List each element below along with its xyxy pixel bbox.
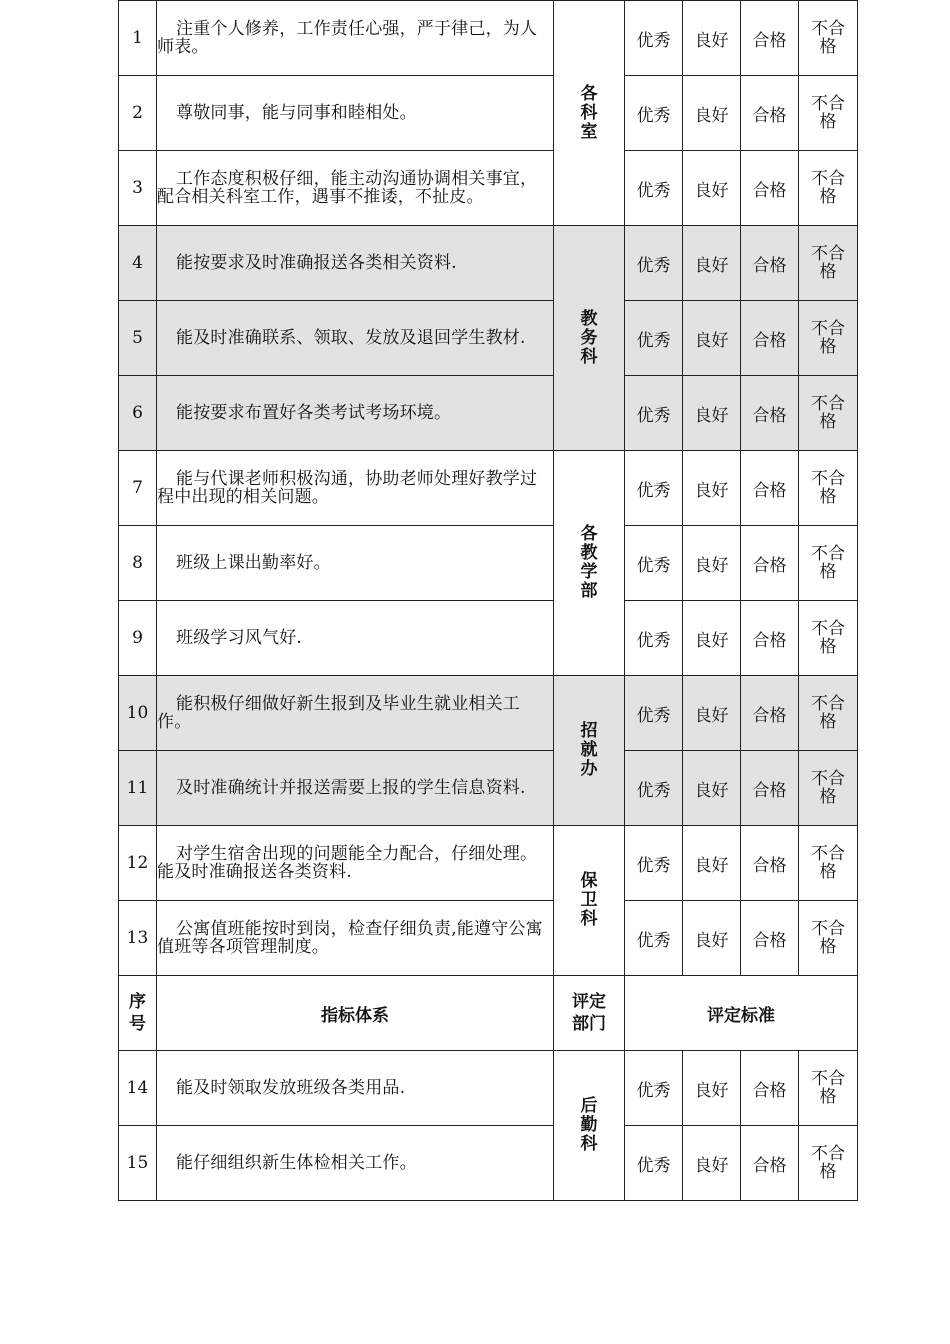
grade-option [625, 751, 683, 826]
grade-label: 合格 [752, 1155, 787, 1176]
grade-label: 良好 [694, 480, 729, 501]
table-row [119, 151, 858, 226]
grade-option [625, 676, 683, 751]
grade-label: 良好 [694, 855, 729, 876]
grade-option [683, 151, 741, 226]
grade-label: 良好 [694, 105, 729, 126]
grade-label: 不合格 [811, 843, 845, 882]
department-name: 各教学部 [580, 524, 598, 601]
grade-label: 良好 [694, 555, 729, 576]
grade-option [741, 901, 799, 976]
header-indicator: 指标体系 [157, 976, 554, 1051]
header-standard: 评定标准 [625, 976, 858, 1051]
grade-option [683, 751, 741, 826]
grade-option [799, 601, 858, 676]
grade-option [741, 526, 799, 601]
table-row [119, 376, 858, 451]
grade-option [799, 1126, 858, 1201]
grade-option [799, 301, 858, 376]
indicator-text-cell [157, 151, 554, 226]
grade-label: 优秀 [636, 930, 671, 951]
grade-label: 良好 [694, 405, 729, 426]
department-cell [554, 1, 625, 226]
evaluation-table [118, 0, 858, 1201]
indicator-text-cell [157, 1126, 554, 1201]
indicator-text-cell [157, 601, 554, 676]
grade-option [683, 1126, 741, 1201]
grade-option [799, 151, 858, 226]
grade-label: 合格 [752, 255, 787, 276]
department-cell [554, 451, 625, 676]
grade-option [625, 301, 683, 376]
grade-option [683, 376, 741, 451]
grade-label: 优秀 [636, 1155, 671, 1176]
row-number: 6 [119, 376, 157, 451]
indicator-text: 能及时准确联系、领取、发放及退回学生教材. [176, 328, 526, 348]
grade-option [625, 601, 683, 676]
grade-label: 良好 [694, 330, 729, 351]
grade-option [741, 76, 799, 151]
grade-label: 优秀 [636, 105, 671, 126]
grade-option [741, 1126, 799, 1201]
grade-label: 合格 [752, 105, 787, 126]
grade-label: 不合格 [811, 318, 845, 357]
grade-option [625, 1126, 683, 1201]
grade-option [683, 76, 741, 151]
grade-option [625, 376, 683, 451]
row-number: 5 [119, 301, 157, 376]
grade-option [683, 901, 741, 976]
header-dept-label: 评定部门 [572, 992, 606, 1034]
grade-option [741, 751, 799, 826]
department-cell [554, 676, 625, 826]
grade-option [741, 601, 799, 676]
row-number: 7 [119, 451, 157, 526]
grade-option [625, 526, 683, 601]
grade-option [741, 826, 799, 901]
grade-option [625, 151, 683, 226]
grade-label: 不合格 [811, 1143, 845, 1182]
indicator-text-cell [157, 901, 554, 976]
grade-label: 合格 [752, 180, 787, 201]
grade-label: 优秀 [636, 630, 671, 651]
grade-option [741, 451, 799, 526]
indicator-text-cell [157, 826, 554, 901]
grade-label: 良好 [694, 930, 729, 951]
table-row [119, 676, 858, 751]
grade-label: 不合格 [811, 543, 845, 582]
grade-label: 合格 [752, 480, 787, 501]
grade-label: 不合格 [811, 468, 845, 507]
grade-label: 不合格 [811, 918, 845, 957]
grade-option [799, 901, 858, 976]
grade-label: 不合格 [811, 18, 845, 57]
grade-option [741, 1051, 799, 1126]
department-name: 保卫科 [580, 871, 598, 929]
grade-label: 良好 [694, 255, 729, 276]
row-number: 2 [119, 76, 157, 151]
grade-label: 不合格 [811, 168, 845, 207]
grade-label: 优秀 [636, 855, 671, 876]
grade-option [799, 826, 858, 901]
grade-option [799, 76, 858, 151]
grade-option [799, 1051, 858, 1126]
row-number: 1 [119, 1, 157, 76]
grade-label: 优秀 [636, 30, 671, 51]
indicator-text-cell [157, 376, 554, 451]
grade-label: 合格 [752, 330, 787, 351]
grade-option [683, 1, 741, 76]
row-number: 3 [119, 151, 157, 226]
grade-label: 不合格 [811, 693, 845, 732]
table-header-row [119, 976, 858, 1051]
grade-option [625, 76, 683, 151]
grade-option [683, 451, 741, 526]
department-cell [554, 226, 625, 451]
grade-label: 不合格 [811, 1068, 845, 1107]
grade-label: 优秀 [636, 1080, 671, 1101]
indicator-text: 及时准确统计并报送需要上报的学生信息资料. [176, 778, 526, 798]
row-number: 11 [119, 751, 157, 826]
grade-label: 合格 [752, 555, 787, 576]
indicator-text-cell [157, 451, 554, 526]
department-cell [554, 826, 625, 976]
indicator-text: 能按要求及时准确报送各类相关资料. [176, 253, 457, 273]
grade-label: 合格 [752, 30, 787, 51]
table-row [119, 901, 858, 976]
row-number: 9 [119, 601, 157, 676]
grade-option [683, 526, 741, 601]
indicator-text-cell [157, 301, 554, 376]
indicator-text: 能仔细组织新生体检相关工作。 [176, 1153, 417, 1173]
grade-label: 良好 [694, 705, 729, 726]
department-name: 教务科 [580, 308, 598, 367]
grade-option [799, 1, 858, 76]
row-number: 13 [119, 901, 157, 976]
row-number: 4 [119, 226, 157, 301]
table-row [119, 1126, 858, 1201]
grade-label: 合格 [752, 405, 787, 426]
grade-label: 合格 [752, 705, 787, 726]
grade-option [625, 226, 683, 301]
indicator-text: 对学生宿舍出现的问题能全力配合，仔细处理。能及时准确报送各类资料. [157, 844, 538, 882]
grade-option [799, 676, 858, 751]
grade-label: 合格 [752, 780, 787, 801]
grade-label: 合格 [752, 630, 787, 651]
grade-option [625, 826, 683, 901]
grade-label: 优秀 [636, 555, 671, 576]
indicator-text-cell [157, 526, 554, 601]
indicator-text-cell [157, 1051, 554, 1126]
indicator-text: 能积极仔细做好新生报到及毕业生就业相关工作。 [157, 694, 520, 732]
row-number: 8 [119, 526, 157, 601]
grade-label: 优秀 [636, 255, 671, 276]
department-name: 后勤科 [580, 1096, 598, 1154]
table-row [119, 751, 858, 826]
grade-label: 不合格 [811, 243, 845, 282]
grade-option [625, 451, 683, 526]
indicator-text: 尊敬同事，能与同事和睦相处。 [176, 103, 417, 123]
indicator-text-cell [157, 1, 554, 76]
grade-label: 合格 [752, 855, 787, 876]
table-row [119, 601, 858, 676]
indicator-text: 能与代课老师积极沟通，协助老师处理好教学过程中出现的相关问题。 [157, 469, 538, 507]
department-cell [554, 1051, 625, 1201]
grade-label: 合格 [752, 930, 787, 951]
grade-option [683, 226, 741, 301]
header-dept [554, 976, 625, 1051]
grade-label: 优秀 [636, 705, 671, 726]
grade-label: 不合格 [811, 93, 845, 132]
department-name: 招就办 [580, 721, 598, 779]
grade-label: 优秀 [636, 405, 671, 426]
indicator-text: 注重个人修养，工作责任心强，严于律己，为人师表。 [157, 19, 538, 57]
grade-option [683, 301, 741, 376]
header-seq-label: 序号 [129, 992, 146, 1034]
grade-label: 优秀 [636, 180, 671, 201]
row-number: 14 [119, 1051, 157, 1126]
indicator-text: 班级学习风气好. [176, 628, 303, 648]
table-row [119, 826, 858, 901]
grade-label: 良好 [694, 30, 729, 51]
grade-label: 优秀 [636, 780, 671, 801]
grade-option [741, 376, 799, 451]
indicator-text-cell [157, 676, 554, 751]
grade-label: 良好 [694, 1155, 729, 1176]
grade-option [741, 1, 799, 76]
grade-option [741, 676, 799, 751]
grade-option [683, 676, 741, 751]
row-number: 15 [119, 1126, 157, 1201]
table-row [119, 526, 858, 601]
grade-label: 良好 [694, 630, 729, 651]
grade-option [799, 751, 858, 826]
grade-label: 不合格 [811, 393, 845, 432]
indicator-text-cell [157, 76, 554, 151]
grade-option [799, 526, 858, 601]
grade-option [741, 301, 799, 376]
department-name: 各科室 [580, 83, 598, 142]
table-row [119, 76, 858, 151]
indicator-text: 公寓值班能按时到岗，检查仔细负责,能遵守公寓值班等各项管理制度。 [157, 919, 543, 957]
grade-option [625, 1, 683, 76]
grade-label: 合格 [752, 1080, 787, 1101]
indicator-text: 工作态度积极仔细，能主动沟通协调相关事宜，配合相关科室工作，遇事不推诿，不扯皮。 [157, 169, 538, 207]
grade-option [741, 226, 799, 301]
table-row [119, 301, 858, 376]
row-number: 12 [119, 826, 157, 901]
header-seq [119, 976, 157, 1051]
table-row [119, 1, 858, 76]
grade-option [683, 601, 741, 676]
table-row [119, 451, 858, 526]
grade-option [683, 1051, 741, 1126]
row-number: 10 [119, 676, 157, 751]
grade-label: 不合格 [811, 618, 845, 657]
grade-option [799, 226, 858, 301]
grade-option [625, 901, 683, 976]
grade-option [625, 1051, 683, 1126]
indicator-text: 能按要求布置好各类考试考场环境。 [176, 403, 452, 423]
grade-option [799, 451, 858, 526]
indicator-text-cell [157, 226, 554, 301]
grade-label: 优秀 [636, 480, 671, 501]
grade-label: 不合格 [811, 768, 845, 807]
indicator-text-cell [157, 751, 554, 826]
grade-option [799, 376, 858, 451]
table-row [119, 226, 858, 301]
grade-label: 良好 [694, 180, 729, 201]
indicator-text: 班级上课出勤率好。 [176, 553, 331, 573]
grade-label: 良好 [694, 780, 729, 801]
grade-label: 优秀 [636, 330, 671, 351]
indicator-text: 能及时领取发放班级各类用品. [176, 1078, 406, 1098]
grade-label: 良好 [694, 1080, 729, 1101]
grade-option [741, 151, 799, 226]
grade-option [683, 826, 741, 901]
table-row [119, 1051, 858, 1126]
